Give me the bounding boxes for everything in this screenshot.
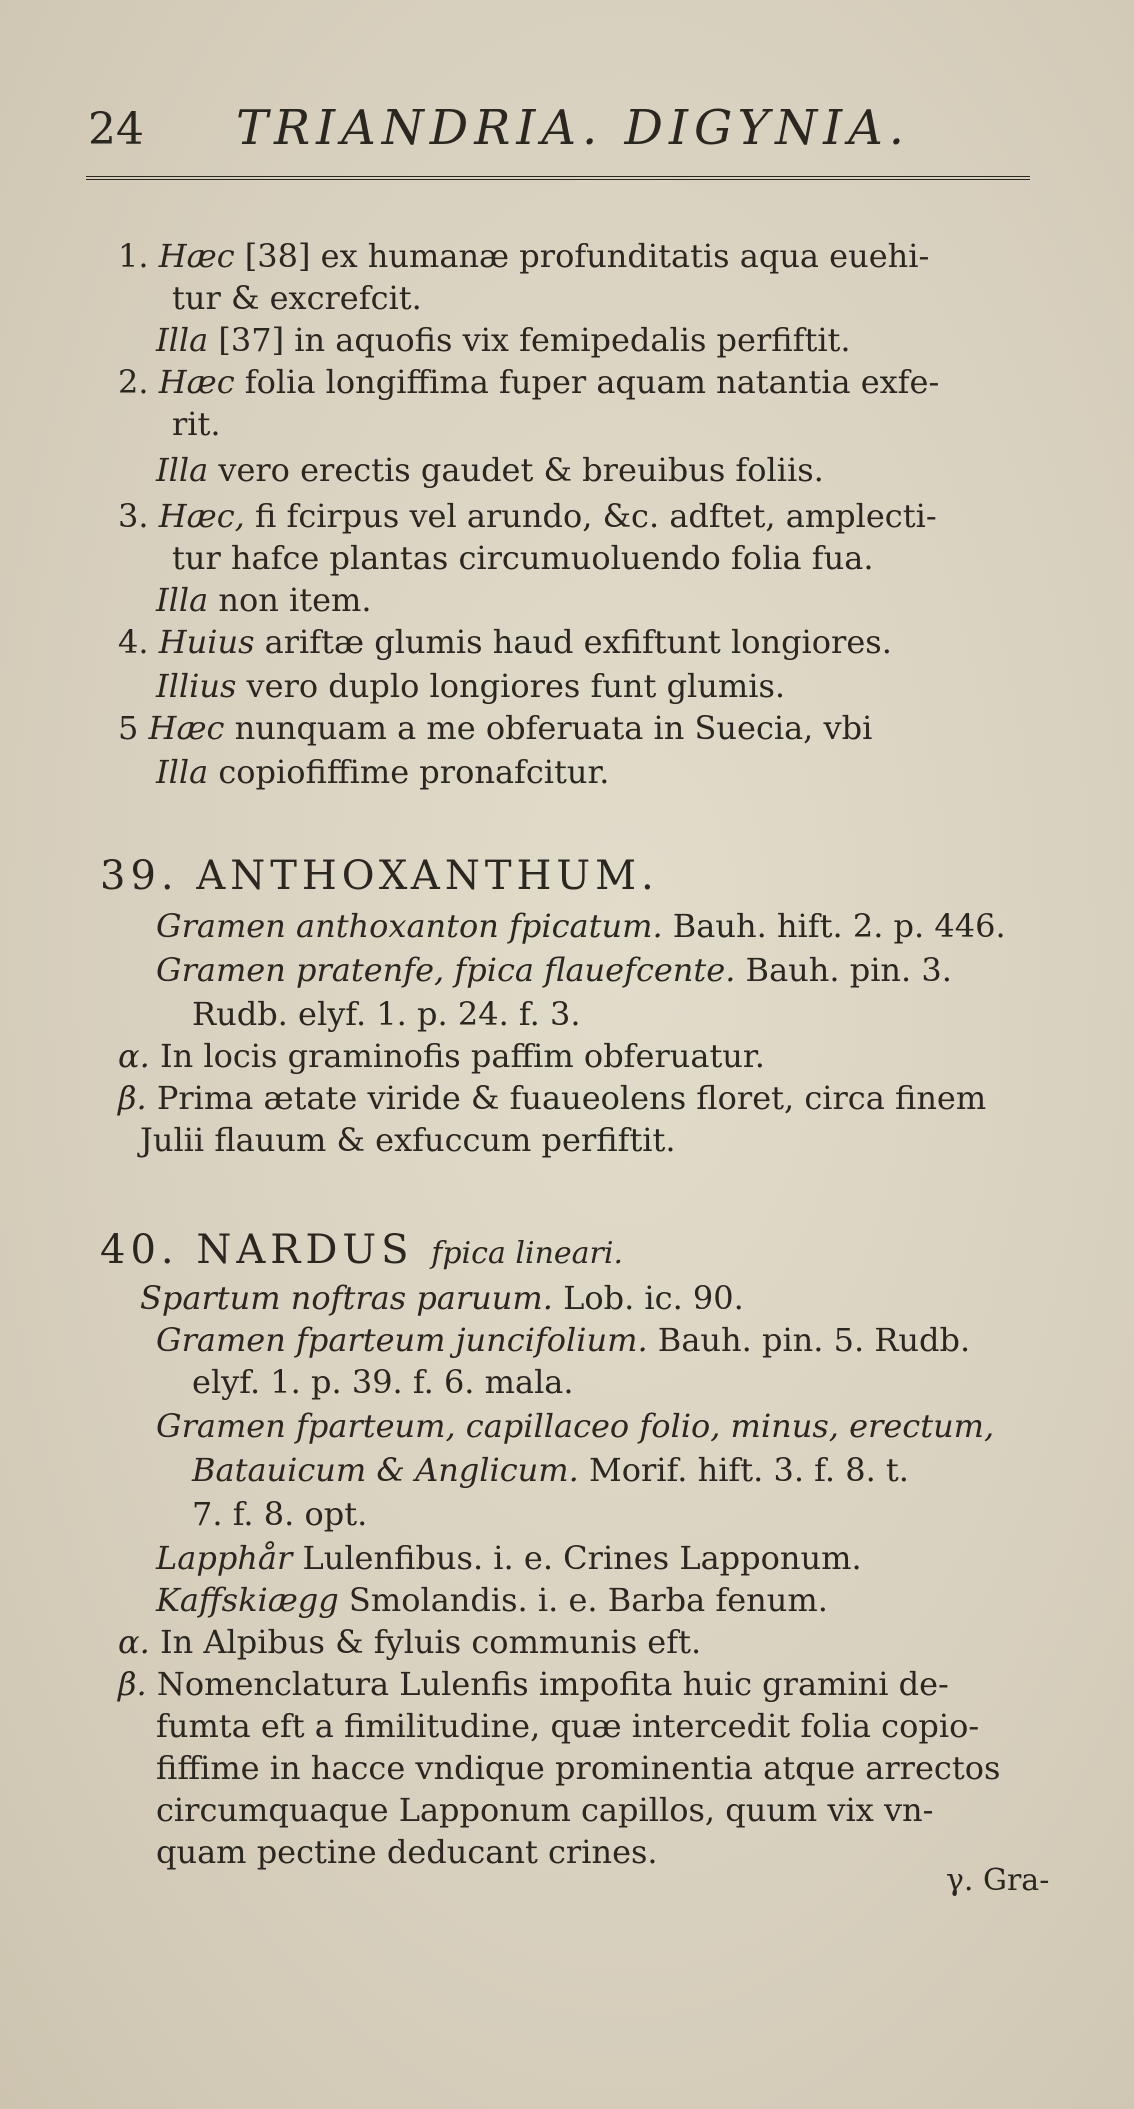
header-rule (86, 176, 1030, 180)
text-line: tur hafce plantas circumuoluendo folia fua. (172, 539, 874, 577)
text-line: 1. Hæc [38] ex humanæ profunditatis aqua euehi- (118, 237, 930, 275)
text-line: fiffime in hacce vndique prominentia atque arrectos (156, 1749, 1001, 1787)
text-line: 7. f. 8. opt. (192, 1495, 368, 1533)
text-line: Gramen fparteum juncifolium. Bauh. pin. 5. Rudb. (156, 1321, 971, 1359)
running-title: TRIANDRIA. DIGYNIA. (236, 100, 911, 156)
text-line: tur & excrefcit. (172, 279, 422, 317)
page-number: 24 (88, 104, 144, 155)
entry-heading: 40. NARDUS fpica lineari. (100, 1227, 623, 1273)
text-line: Illa non item. (156, 581, 372, 619)
text-line: Julii flauum & exfuccum perfiftit. (140, 1121, 676, 1159)
catchword: γ. Gra- (946, 1863, 1050, 1898)
text-line: α. In Alpibus & fyluis communis eft. (118, 1623, 702, 1661)
text-line: fumta eft a fimilitudine, quæ intercedit folia copio- (156, 1707, 980, 1745)
entry-heading: 39. ANTHOXANTHUM. (100, 853, 659, 899)
text-line: quam pectine deducant crines. (156, 1833, 658, 1871)
text-line: β. Nomenclatura Lulenfis impofita huic gramini de- (118, 1665, 949, 1703)
text-line: Kaffskiægg Smolandis. i. e. Barba fenum. (156, 1581, 828, 1619)
text-line: Illa copiofiffime pronafcitur. (156, 753, 610, 791)
text-line: 5 Hæc nunquam a me obferuata in Suecia, vbi (118, 709, 873, 747)
text-line: 2. Hæc folia longiffima fuper aquam natantia exfe- (118, 363, 940, 401)
text-line: Illa vero erectis gaudet & breuibus foliis. (156, 451, 824, 489)
page-header (88, 100, 1028, 160)
text-line: Lapphår Lulenfibus. i. e. Crines Lapponum. (156, 1539, 862, 1577)
text-line: rit. (172, 405, 221, 443)
text-line: Gramen anthoxanton fpicatum. Bauh. hift. 2. p. 446. (156, 907, 1006, 945)
text-line: β. Prima ætate viride & fuaueolens floret, circa finem (118, 1079, 987, 1117)
text-line: elyf. 1. p. 39. f. 6. mala. (192, 1363, 574, 1401)
text-line: circumquaque Lapponum capillos, quum vix vn- (156, 1791, 934, 1829)
text-line: Gramen pratenfe, fpica flauefcente. Bauh. pin. 3. (156, 951, 952, 989)
text-line: α. In locis graminofis paffim obferuatur. (118, 1037, 765, 1075)
text-line: Illius vero duplo longiores funt glumis. (156, 667, 786, 705)
text-line: Illa [37] in aquofis vix femipedalis perfiftit. (156, 321, 851, 359)
text-line: Rudb. elyf. 1. p. 24. f. 3. (192, 995, 581, 1033)
text-line: Gramen fparteum, capillaceo folio, minus, erectum, (156, 1407, 995, 1445)
text-line: Batauicum & Anglicum. Morif. hift. 3. f. 8. t. (192, 1451, 909, 1489)
text-line: 4. Huius ariftæ glumis haud exfiftunt longiores. (118, 623, 892, 661)
text-line: 3. Hæc, fi fcirpus vel arundo, &c. adftet, amplecti- (118, 497, 937, 535)
text-line: Spartum noftras paruum. Lob. ic. 90. (140, 1279, 744, 1317)
